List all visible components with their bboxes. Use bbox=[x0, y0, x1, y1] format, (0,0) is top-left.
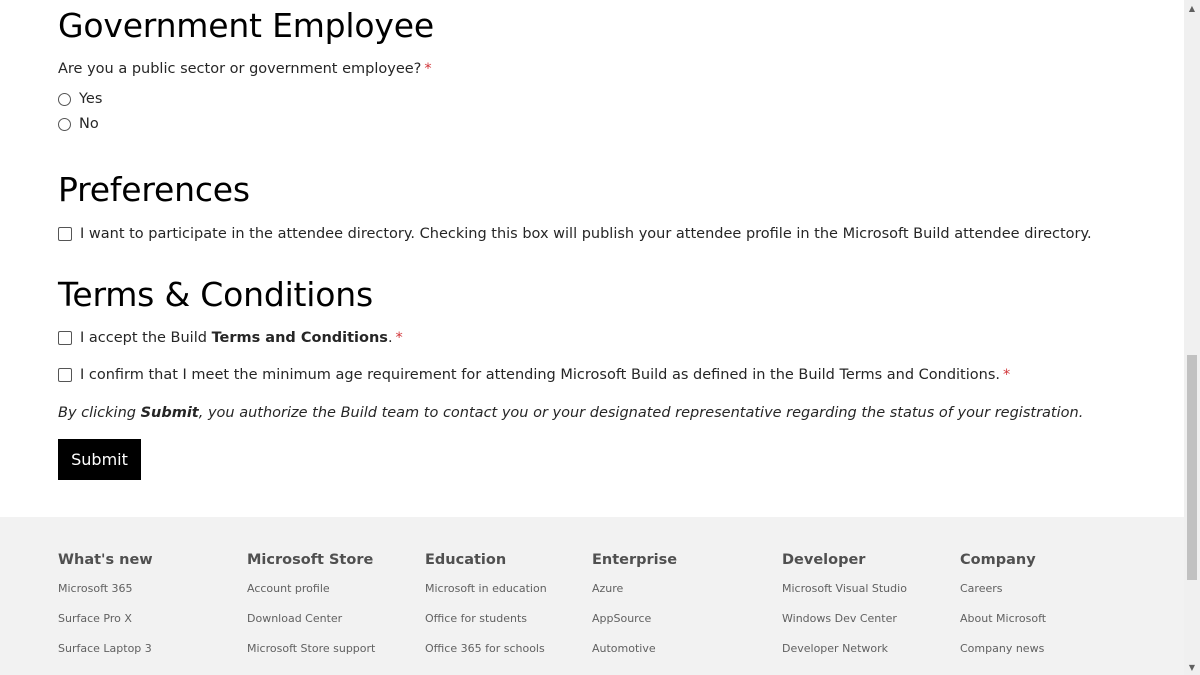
footer-link[interactable]: Office 365 for schools bbox=[425, 642, 545, 655]
footer-link[interactable]: Surface Pro X bbox=[58, 612, 132, 625]
footer-column-title: Company bbox=[960, 552, 1036, 568]
required-marker: * bbox=[424, 61, 432, 77]
accept-terms-option[interactable] bbox=[58, 330, 403, 346]
government-question bbox=[58, 61, 432, 77]
footer-column-title: Education bbox=[425, 552, 507, 568]
no-label: No bbox=[79, 116, 99, 132]
accept-terms-prefix: I accept the Build bbox=[80, 330, 207, 346]
footer-column-title: Enterprise bbox=[592, 552, 678, 568]
terms-heading: Terms & Conditions bbox=[58, 275, 373, 314]
scroll-up-arrow-icon[interactable]: ▲ bbox=[1188, 3, 1196, 13]
government-question-text: Are you a public sector or government employee? bbox=[58, 61, 422, 77]
footer-link[interactable]: Automotive bbox=[592, 642, 656, 655]
footer-link[interactable]: Microsoft in education bbox=[425, 582, 547, 595]
no-radio[interactable] bbox=[58, 118, 71, 131]
government-heading: Government Employee bbox=[58, 6, 434, 45]
terms-link[interactable]: Terms and Conditions bbox=[211, 330, 388, 346]
disclaimer-prefix: By clicking bbox=[58, 405, 141, 421]
footer-link[interactable]: Surface Laptop 3 bbox=[58, 642, 152, 655]
accept-terms-suffix: . bbox=[387, 330, 393, 346]
scrollbar-thumb[interactable] bbox=[1187, 355, 1197, 580]
footer-column-whats-new bbox=[58, 552, 153, 655]
footer-column-microsoft-store bbox=[247, 552, 376, 655]
footer-column-company bbox=[960, 552, 1047, 655]
footer-link[interactable]: AppSource bbox=[592, 612, 652, 625]
footer-column-title: Microsoft Store bbox=[247, 552, 374, 568]
age-requirement-label: I confirm that I meet the minimum age requirement for attending Microsoft Build as defined in the Build Terms and Conditions. bbox=[80, 367, 1000, 383]
footer-link[interactable]: About Microsoft bbox=[960, 612, 1047, 625]
disclaimer-submit-word: Submit bbox=[140, 405, 199, 421]
submit-button[interactable]: Submit bbox=[58, 439, 141, 480]
footer-link[interactable]: Download Center bbox=[247, 612, 343, 625]
accept-terms-checkbox[interactable] bbox=[58, 331, 72, 345]
required-marker: * bbox=[1003, 367, 1011, 383]
vertical-scrollbar[interactable] bbox=[1184, 0, 1200, 675]
radio-option-yes[interactable] bbox=[58, 91, 102, 107]
directory-checkbox[interactable] bbox=[58, 227, 72, 241]
footer-link[interactable]: Account profile bbox=[247, 582, 330, 595]
footer-link[interactable]: Windows Dev Center bbox=[782, 612, 897, 625]
directory-option[interactable] bbox=[58, 226, 1092, 242]
footer-link[interactable]: Office for students bbox=[425, 612, 528, 625]
preferences-heading: Preferences bbox=[58, 170, 250, 209]
footer-link[interactable]: Company news bbox=[960, 642, 1045, 655]
footer-link[interactable]: Careers bbox=[960, 582, 1003, 595]
scroll-down-arrow-icon[interactable]: ▼ bbox=[1188, 662, 1196, 672]
footer-link[interactable]: Microsoft Visual Studio bbox=[782, 582, 907, 595]
radio-option-no[interactable] bbox=[58, 116, 99, 132]
footer-link[interactable]: Microsoft Store support bbox=[247, 642, 376, 655]
footer-link[interactable]: Developer Network bbox=[782, 642, 888, 655]
age-requirement-checkbox[interactable] bbox=[58, 368, 72, 382]
footer-column-title: What's new bbox=[58, 552, 153, 568]
disclaimer-suffix: , you authorize the Build team to contact you or your designated representative regarding the status of your registration. bbox=[198, 405, 1084, 421]
required-marker: * bbox=[395, 330, 403, 346]
footer-column-developer bbox=[782, 552, 907, 655]
yes-radio[interactable] bbox=[58, 93, 71, 106]
footer-link[interactable]: Microsoft 365 bbox=[58, 582, 133, 595]
footer-column-enterprise bbox=[592, 552, 678, 655]
yes-label: Yes bbox=[79, 91, 103, 107]
age-requirement-option[interactable] bbox=[58, 367, 1010, 383]
submit-disclaimer bbox=[58, 405, 1083, 421]
site-footer bbox=[0, 517, 1184, 675]
footer-column-education bbox=[425, 552, 547, 655]
footer-column-title: Developer bbox=[782, 552, 866, 568]
directory-label: I want to participate in the attendee directory. Checking this box will publish your attendee profile in the Microsoft Build attendee directory. bbox=[80, 226, 1092, 242]
footer-link[interactable]: Azure bbox=[592, 582, 624, 595]
